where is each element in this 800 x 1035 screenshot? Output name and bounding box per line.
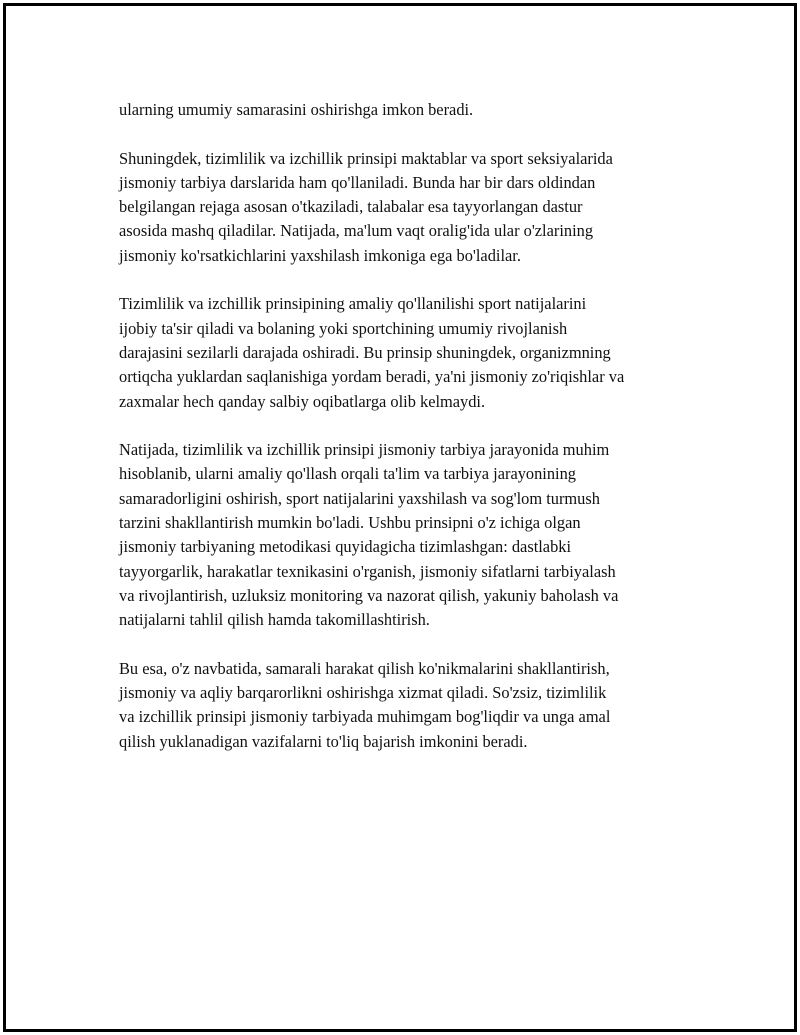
page-frame [3, 3, 797, 1032]
paragraph-3: Tizimlilik va izchillik prinsipining amaliy qo'llanilishi sport natijalarini ijobiy ta'sir qiladi va bolaning yoki sportchining umumiy rivojlanish darajasini sezilarli darajada oshiradi. Bu prinsip shuningdek, organizmning ortiqcha yuklardan saqlanishiga yordam beradi, ya'ni jismoniy zo'riqishlar va zaxmalar hech qanday salbiy oqibatlarga olib kelmaydi. [119, 294, 625, 411]
paragraph-4: Natijada, tizimlilik va izchillik prinsipi jismoniy tarbiya jarayonida muhim hisoblanib, ularni amaliy qo'llash orqali ta'lim va tarbiya jarayonining samaradorligini oshirish, sport natijalarini yaxshilash va sog'lom turmush tarzini shakllantirish mumkin bo'ladi. Ushbu prinsipni o'z ichiga olgan jismoniy tarbiyaning metodikasi quyidagicha tizimlashgan: dastlabki tayyorgarlik, harakatlar texnikasini o'rganish, jismoniy sifatlarni tarbiyalash va rivojlantirish, uzluksiz monitoring va nazorat qilish, yakuniy baholash va natijalarni tahlil qilish hamda takomillashtirish. [119, 440, 619, 630]
document-body [119, 98, 699, 778]
paragraph-2: Shuningdek, tizimlilik va izchillik prinsipi maktablar va sport seksiyalarida jismoniy tarbiya darslarida ham qo'llaniladi. Bunda har bir dars oldindan belgilangan rejaga asosan o'tkaziladi, talabalar esa tayyorlangan dastur asosida mashq qiladilar. Natijada, ma'lum vaqt oralig'ida ular o'zlarining jismoniy ko'rsatkichlarini yaxshilash imkoniga ega bo'ladilar. [119, 148, 613, 265]
paragraph-1: ularning umumiy samarasini oshirishga imkon beradi. [119, 100, 474, 119]
paragraph-5: Bu esa, o'z navbatida, samarali harakat qilish ko'nikmalarini shakllantirish, jismoniy va aqliy barqarorlikni oshirishga xizmat qiladi. So'zsiz, tizimlilik va izchillik prinsipi jismoniy tarbiyada muhimgam bog'liqdir va unga amal qilish yuklanadigan vazifalarni to'liq bajarish imkonini beradi. [119, 658, 611, 751]
